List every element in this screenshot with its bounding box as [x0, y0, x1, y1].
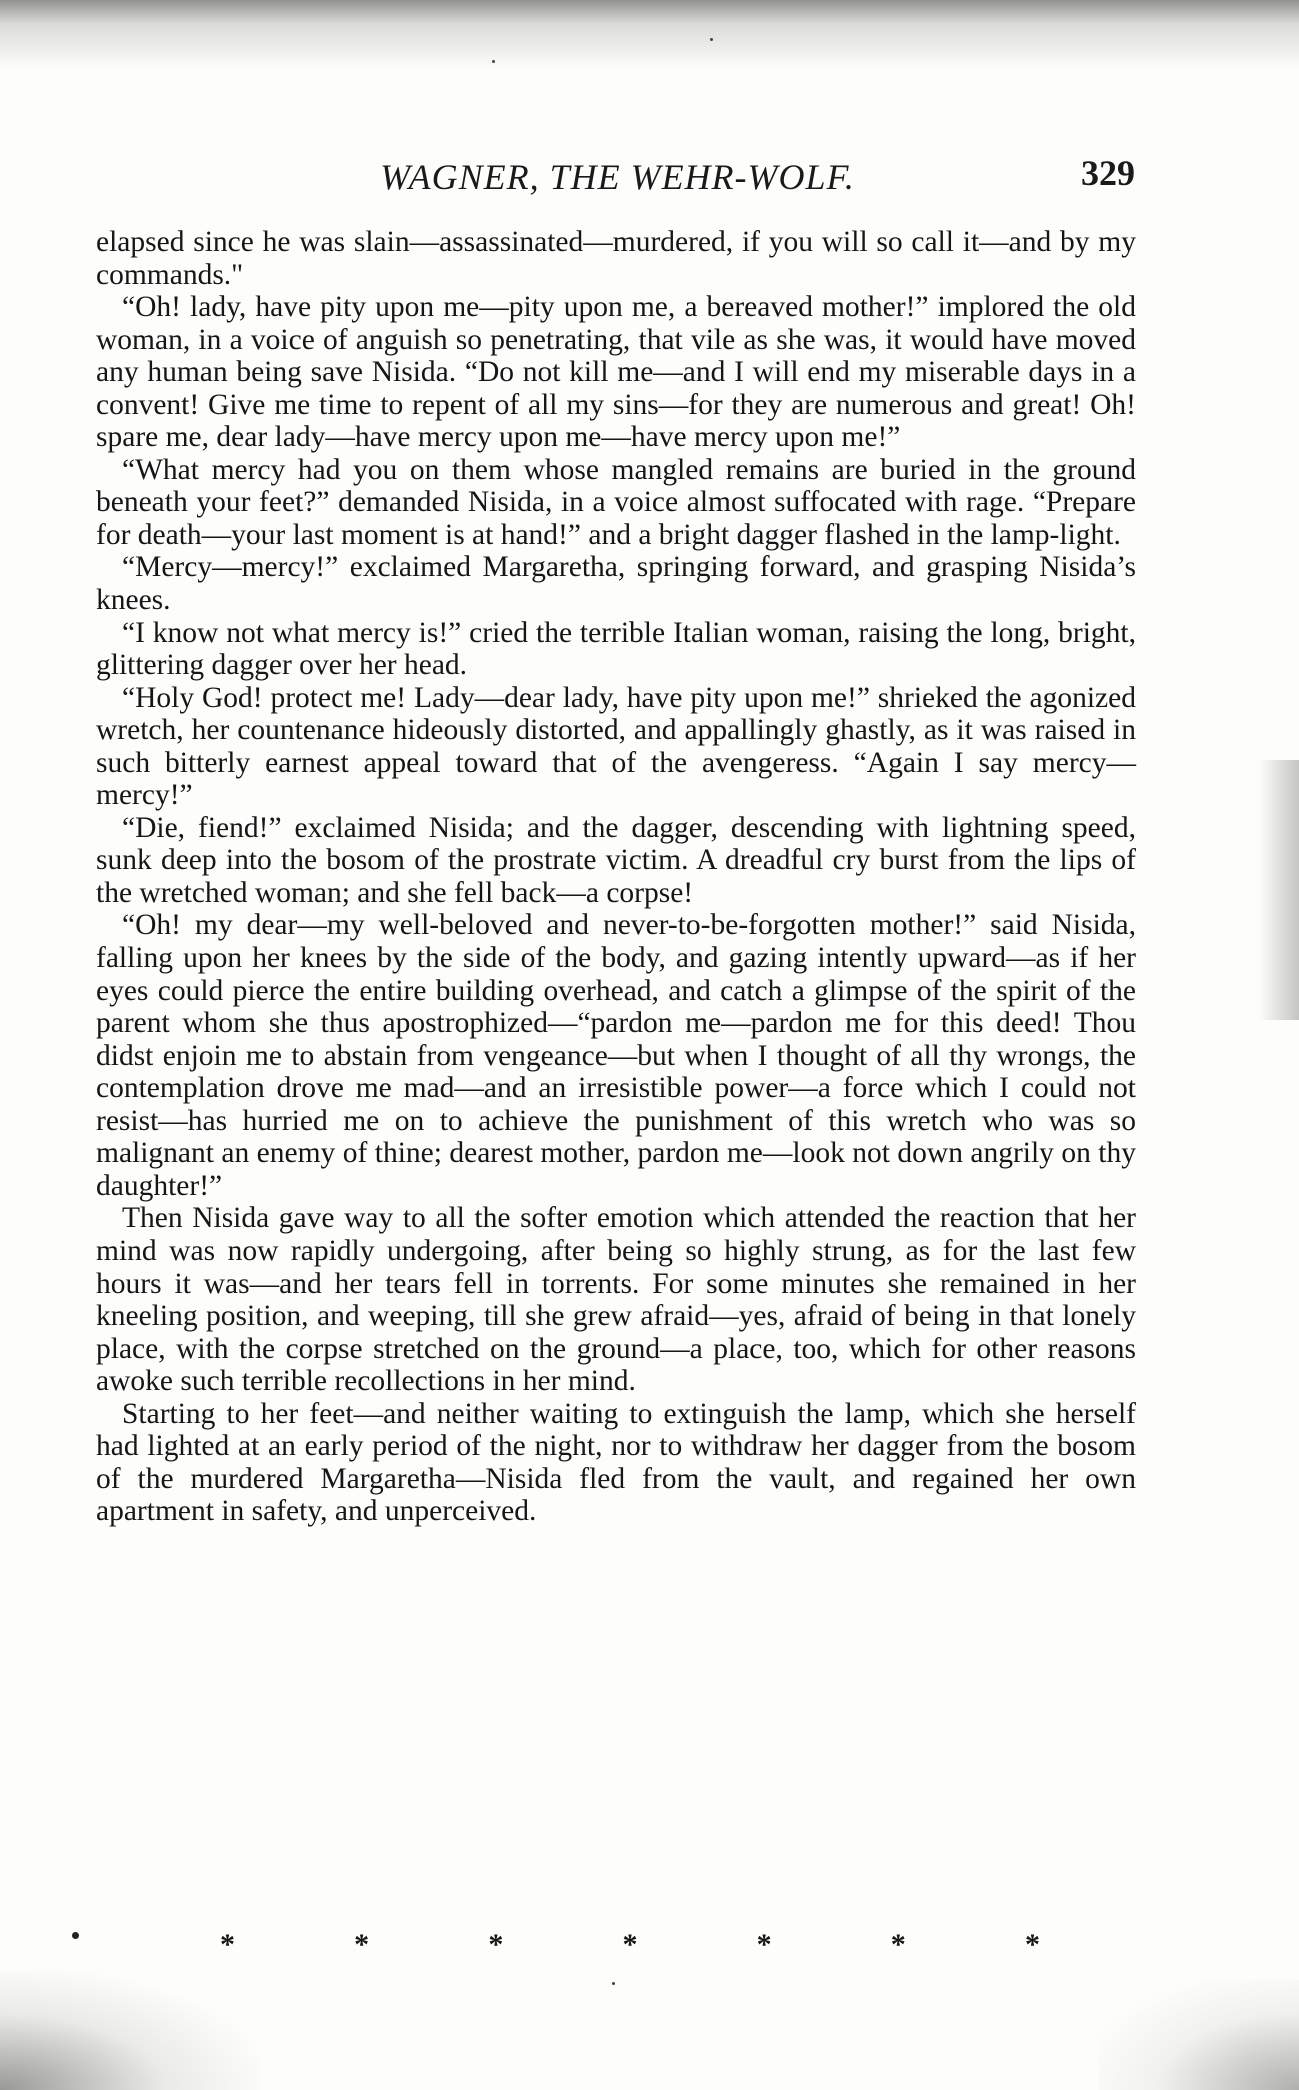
print-speck	[710, 38, 713, 41]
section-break	[220, 1928, 1040, 1962]
section-break-star: *	[220, 1928, 235, 1961]
paragraph: “Holy God! protect me! Lady—dear lady, have pity upon me!” shrieked the agonized wretch, her countenance hideously distorted, and appallingly ghastly, as it was raised in such bitterly earnest appeal toward that of the avengeress. “Again I say mercy—mercy!”	[96, 681, 1136, 812]
page-header	[100, 152, 1135, 202]
body-text	[96, 226, 1136, 1528]
paragraph: “Die, fiend!” exclaimed Nisida; and the dagger, descending with lightning speed, sunk deep into the bosom of the prostrate victim. A dreadful cry burst from the lips of the wretched woman; and she fell back—a corpse!	[96, 811, 1136, 909]
paragraph: “Oh! lady, have pity upon me—pity upon me, a bereaved mother!” implored the old woman, in a voice of anguish so penetrating, that vile as she was, it would have moved any human being save Nisida. “Do not kill me—and I will end my miserable days in a convent! Give me time to repent of all my sins—for they are numerous and great! Oh! spare me, dear lady—have mercy upon me—have mercy upon me!”	[96, 291, 1136, 454]
print-speck	[492, 60, 495, 63]
section-break-star: *	[890, 1928, 906, 1961]
paragraph: “I know not what mercy is!” cried the terrible Italian woman, raising the long, bright, glittering dagger over her head.	[96, 616, 1136, 682]
paragraph: “Mercy—mercy!” exclaimed Margaretha, springing forward, and grasping Nisida’s knees.	[96, 551, 1136, 617]
paragraph: Then Nisida gave way to all the softer emotion which attended the reaction that her mind was now rapidly undergoing, after being so highly strung, as for the last few hours it was—and her tears fell in torrents. For some minutes she remained in her kneeling position, and weeping, till she grew afraid—yes, afraid of being in that lonely place, with the corpse stretched on the ground—a place, too, which for other reasons awoke such terrible recollections in her mind.	[96, 1202, 1136, 1398]
paragraph: “Oh! my dear—my well-beloved and never-to-be-forgotten mother!” said Nisida, falling upon her knees by the side of the body, and gazing intently upward—as if her eyes could pierce the entire building overhead, and catch a glimpse of the spirit of the parent whom she thus apostrophized—“pardon me—pardon me for this deed! Thou didst enjoin me to abstain from vengeance—but when I thought of all thy wrongs, the contemplation drove me mad—and an irresistible power—a force which I could not resist—has hurried me on to achieve the punishment of this wretch who was so malignant an enemy of thine; dearest mother, pardon me—look not down angrily on thy daughter!”	[96, 909, 1136, 1202]
section-break-star: *	[1024, 1928, 1040, 1961]
page-number: 329	[1081, 153, 1135, 193]
print-speck	[612, 1982, 615, 1985]
page-edge-shadow-top	[0, 0, 1299, 70]
section-break-star: *	[756, 1928, 772, 1961]
section-break-star: *	[622, 1928, 638, 1961]
section-break-star: *	[488, 1928, 504, 1961]
paragraph: Starting to her feet—and neither waiting to extinguish the lamp, which she herself had lighted at an early period of the night, nor to withdraw her dagger from the bosom of the murdered Margaretha—Nisida fled from the vault, and regained her own apartment in safety, and unperceived.	[96, 1397, 1136, 1528]
page-edge-shadow-bottom-right	[1099, 1980, 1299, 2090]
page-edge-shadow-bottom-left	[0, 1970, 260, 2090]
paragraph: “What mercy had you on them whose mangled remains are buried in the ground beneath your feet?” demanded Nisida, in a voice almost suffocated with rage. “Prepare for death—your last moment is at hand!” and a bright dagger flashed in the lamp-light.	[96, 453, 1136, 551]
paragraph-continuation: elapsed since he was slain—assassinated—murdered, if you will so call it—and by my commands."	[96, 226, 1136, 291]
page-edge-shadow-right	[1259, 760, 1299, 1020]
running-title: WAGNER, THE WEHR-WOLF.	[380, 157, 855, 197]
section-break-star: *	[354, 1928, 370, 1961]
margin-dot	[72, 1932, 79, 1939]
